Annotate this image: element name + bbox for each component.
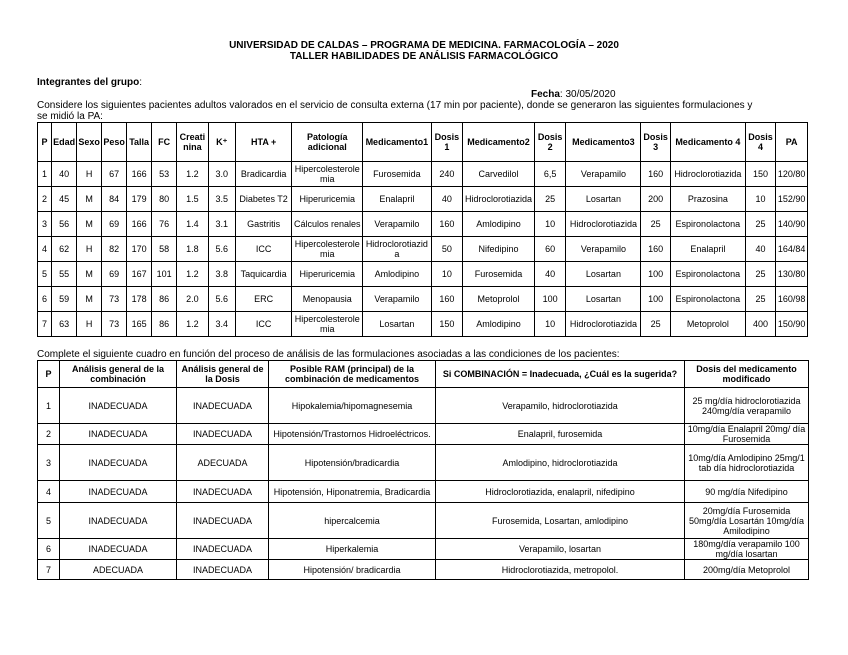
table-cell: ERC: [235, 287, 292, 312]
table-cell: Espironolactona: [670, 262, 745, 287]
table-cell: 140/90: [776, 212, 808, 237]
table-cell: 25: [745, 262, 775, 287]
table-cell: Amlodipino: [363, 262, 432, 287]
table-cell: Gastritis: [235, 212, 292, 237]
table-cell: Hipercolesterolemia: [292, 237, 363, 262]
table-cell: 3.4: [208, 312, 235, 337]
table-cell: 40: [431, 187, 463, 212]
table-cell: M: [77, 212, 102, 237]
table-cell: Verapamilo, hidroclorotiazida: [436, 388, 685, 424]
table-cell: 1.2: [177, 162, 209, 187]
table-cell: 100: [641, 287, 670, 312]
table-cell: 1.8: [177, 237, 209, 262]
table-cell: Bradicardia: [235, 162, 292, 187]
table-cell: Furosemida: [363, 162, 432, 187]
table-cell: Hipotensión/bradicardia: [269, 445, 436, 481]
table-cell: INADECUADA: [60, 388, 177, 424]
table-cell: 1.2: [177, 262, 209, 287]
table-cell: 63: [52, 312, 77, 337]
header-title: UNIVERSIDAD DE CALDAS – PROGRAMA DE MEDICINA. FARMACOLOGÍA – 2020: [229, 40, 619, 51]
table-cell: 69: [102, 262, 127, 287]
col-header: Medicamento3: [566, 123, 641, 162]
col-header: Análisis general de la Dosis: [177, 361, 269, 388]
table-cell: 45: [52, 187, 77, 212]
table-cell: 166: [127, 162, 152, 187]
table-cell: 150: [745, 162, 775, 187]
table-cell: 150/90: [776, 312, 808, 337]
table-cell: Hidroclorotiazida, enalapril, nifedipino: [436, 481, 685, 503]
table-cell: 73: [102, 287, 127, 312]
table-cell: Losartan: [566, 187, 641, 212]
analysis-row: [38, 388, 809, 424]
table-cell: Espironolactona: [670, 212, 745, 237]
col-header: Si COMBINACIÓN = Inadecuada, ¿Cuál es la sugerida?: [436, 361, 685, 388]
table-cell: 160: [641, 162, 670, 187]
table-cell: 60: [534, 237, 566, 262]
table-cell: 160: [431, 287, 463, 312]
table-cell: 67: [102, 162, 127, 187]
table-cell: 40: [534, 262, 566, 287]
table-cell: INADECUADA: [177, 539, 269, 560]
patient-row: [38, 212, 808, 237]
table-cell: 10: [534, 212, 566, 237]
table-cell: 2: [38, 424, 60, 445]
table-cell: 4: [38, 481, 60, 503]
table-cell: Enalapril: [363, 187, 432, 212]
table-cell: 400: [745, 312, 775, 337]
table-cell: 25: [641, 312, 670, 337]
table-cell: 40: [745, 237, 775, 262]
analysis-row: [38, 503, 809, 539]
complete-instruction: Complete el siguiente cuadro en función del proceso de análisis de las formulaciones asociadas a las condiciones de los pacientes:: [37, 349, 620, 360]
col-header: P: [38, 123, 52, 162]
table-cell: Hiperuricemia: [292, 262, 363, 287]
table-cell: 3.5: [208, 187, 235, 212]
table-cell: Taquicardia: [235, 262, 292, 287]
table-cell: INADECUADA: [177, 424, 269, 445]
table-cell: M: [77, 262, 102, 287]
table-cell: H: [77, 162, 102, 187]
table-cell: 100: [534, 287, 566, 312]
col-header: Talla: [127, 123, 152, 162]
table-cell: 2: [38, 187, 52, 212]
date-label: Fecha: [531, 89, 560, 100]
table-cell: Diabetes T2: [235, 187, 292, 212]
patients-header-row: [38, 123, 808, 162]
table-cell: 10: [431, 262, 463, 287]
table-cell: 25: [745, 212, 775, 237]
table-cell: 165: [127, 312, 152, 337]
date-value: : 30/05/2020: [559, 89, 616, 100]
table-cell: 152/90: [776, 187, 808, 212]
table-cell: Amlodipino, hidroclorotiazida: [436, 445, 685, 481]
table-cell: INADECUADA: [177, 388, 269, 424]
table-cell: 164/84: [776, 237, 808, 262]
table-cell: Hipotensión/ bradicardia: [269, 560, 436, 580]
table-cell: 55: [52, 262, 77, 287]
table-cell: Verapamilo, losartan: [436, 539, 685, 560]
table-cell: Enalapril, furosemida: [436, 424, 685, 445]
table-cell: Hidroclorotiazida: [363, 237, 432, 262]
table-cell: INADECUADA: [60, 481, 177, 503]
table-cell: 1.2: [177, 312, 209, 337]
table-cell: 5.6: [208, 287, 235, 312]
table-cell: 20mg/día Furosemida 50mg/día Losartán 10mg/día Amilodipino: [685, 503, 809, 539]
table-cell: 25: [534, 187, 566, 212]
table-cell: 53: [152, 162, 177, 187]
header-subtitle: TALLER HABILIDADES DE ANÁLISIS FARMACOLÓGICO: [289, 51, 559, 62]
patients-table: [37, 122, 808, 337]
table-cell: 50: [431, 237, 463, 262]
table-cell: 178: [127, 287, 152, 312]
table-cell: 7: [38, 560, 60, 580]
table-cell: Hipotensión/Trastornos Hidroeléctricos.: [269, 424, 436, 445]
table-cell: Enalapril: [670, 237, 745, 262]
table-cell: 10mg/día Amlodipino 25mg/1 tab día hidroclorotiazida: [685, 445, 809, 481]
table-cell: 3.1: [208, 212, 235, 237]
intro-line-1: Considere los siguientes pacientes adultos valorados en el servicio de consulta externa (17 min por paciente), donde se generaron las siguientes formulaciones y: [37, 100, 753, 111]
table-cell: 2.0: [177, 287, 209, 312]
analysis-row: [38, 445, 809, 481]
table-cell: Prazosina: [670, 187, 745, 212]
table-cell: Espironolactona: [670, 287, 745, 312]
table-cell: 6,5: [534, 162, 566, 187]
analysis-row: [38, 539, 809, 560]
table-cell: ICC: [235, 237, 292, 262]
table-cell: Losartan: [363, 312, 432, 337]
table-cell: 150: [431, 312, 463, 337]
table-cell: 1.5: [177, 187, 209, 212]
table-cell: 25: [745, 287, 775, 312]
group-colon: :: [139, 77, 143, 88]
col-header: Dosis del medicamento modificado: [685, 361, 809, 388]
table-cell: Menopausia: [292, 287, 363, 312]
patient-row: [38, 287, 808, 312]
col-header: K⁺: [208, 123, 235, 162]
col-header: Medicamento2: [463, 123, 535, 162]
table-cell: ADECUADA: [60, 560, 177, 580]
table-cell: Amlodipino: [463, 212, 535, 237]
table-cell: Verapamilo: [566, 237, 641, 262]
table-cell: 4: [38, 237, 52, 262]
table-cell: 100: [641, 262, 670, 287]
patient-row: [38, 312, 808, 337]
table-cell: Amlodipino: [463, 312, 535, 337]
table-cell: 58: [152, 237, 177, 262]
table-cell: H: [77, 237, 102, 262]
table-cell: INADECUADA: [177, 560, 269, 580]
table-cell: Hidroclorotiazida: [566, 312, 641, 337]
table-cell: Hiperuricemia: [292, 187, 363, 212]
table-cell: Hidroclorotiazida: [670, 162, 745, 187]
analysis-header-row: [38, 361, 809, 388]
table-cell: Metoprolol: [463, 287, 535, 312]
table-cell: Losartan: [566, 287, 641, 312]
table-cell: 6: [38, 287, 52, 312]
table-cell: H: [77, 312, 102, 337]
table-cell: 56: [52, 212, 77, 237]
table-cell: 160/98: [776, 287, 808, 312]
col-header: Sexo: [77, 123, 102, 162]
table-cell: 90 mg/día Nifedipino: [685, 481, 809, 503]
table-cell: Hipokalemia/hipomagnesemia: [269, 388, 436, 424]
table-cell: 25 mg/día hidroclorotiazida 240mg/día verapamilo: [685, 388, 809, 424]
table-cell: 200: [641, 187, 670, 212]
table-cell: ADECUADA: [177, 445, 269, 481]
table-cell: 240: [431, 162, 463, 187]
table-cell: 200mg/día Metoprolol: [685, 560, 809, 580]
col-header: Patología adicional: [292, 123, 363, 162]
table-cell: 179: [127, 187, 152, 212]
col-header: FC: [152, 123, 177, 162]
table-cell: INADECUADA: [177, 503, 269, 539]
table-cell: Cálculos renales: [292, 212, 363, 237]
table-cell: hipercalcemia: [269, 503, 436, 539]
table-cell: Furosemida, Losartan, amlodipino: [436, 503, 685, 539]
table-cell: 40: [52, 162, 77, 187]
table-cell: 5: [38, 503, 60, 539]
table-cell: Hiperkalemia: [269, 539, 436, 560]
table-cell: 1: [38, 388, 60, 424]
col-header: Dosis3: [641, 123, 670, 162]
analysis-row: [38, 481, 809, 503]
table-cell: 86: [152, 287, 177, 312]
table-cell: INADECUADA: [60, 445, 177, 481]
table-cell: M: [77, 187, 102, 212]
analysis-table: [37, 360, 809, 580]
col-header: Posible RAM (principal) de la combinación de medicamentos: [269, 361, 436, 388]
table-cell: 10mg/día Enalapril 20mg/ día Furosemida: [685, 424, 809, 445]
table-cell: Hidroclorotiazida: [566, 212, 641, 237]
table-cell: 130/80: [776, 262, 808, 287]
patient-row: [38, 237, 808, 262]
table-cell: Verapamilo: [363, 287, 432, 312]
table-cell: 10: [745, 187, 775, 212]
table-cell: Hipercolesterolemia: [292, 162, 363, 187]
table-cell: 3: [38, 445, 60, 481]
table-cell: 167: [127, 262, 152, 287]
analysis-row: [38, 424, 809, 445]
col-header: Peso: [102, 123, 127, 162]
table-cell: 25: [641, 212, 670, 237]
col-header: Dosis1: [431, 123, 463, 162]
table-cell: Furosemida: [463, 262, 535, 287]
table-cell: 3: [38, 212, 52, 237]
table-cell: Hidroclorotiazida, metropolol.: [436, 560, 685, 580]
table-cell: 5: [38, 262, 52, 287]
table-cell: 86: [152, 312, 177, 337]
table-cell: 101: [152, 262, 177, 287]
table-cell: 3.8: [208, 262, 235, 287]
patient-row: [38, 162, 808, 187]
group-label: Integrantes del grupo: [37, 77, 140, 88]
table-cell: Nifedipino: [463, 237, 535, 262]
table-cell: 10: [534, 312, 566, 337]
table-cell: 62: [52, 237, 77, 262]
table-cell: 7: [38, 312, 52, 337]
col-header: Medicamento1: [363, 123, 432, 162]
table-cell: INADECUADA: [60, 503, 177, 539]
col-header: Análisis general de la combinación: [60, 361, 177, 388]
date-line: [531, 89, 616, 100]
table-cell: 166: [127, 212, 152, 237]
table-cell: 73: [102, 312, 127, 337]
col-header: Medicamento 4: [670, 123, 745, 162]
table-cell: 82: [102, 237, 127, 262]
table-cell: Hipotensión, Hiponatremia, Bradicardia: [269, 481, 436, 503]
table-cell: 3.0: [208, 162, 235, 187]
table-cell: Metoprolol: [670, 312, 745, 337]
col-header: PA: [776, 123, 808, 162]
col-header: P: [38, 361, 60, 388]
table-cell: INADECUADA: [60, 424, 177, 445]
table-cell: 80: [152, 187, 177, 212]
table-cell: 84: [102, 187, 127, 212]
patient-row: [38, 262, 808, 287]
patient-row: [38, 187, 808, 212]
table-cell: 6: [38, 539, 60, 560]
col-header: Edad: [52, 123, 77, 162]
analysis-row: [38, 560, 809, 580]
col-header: Dosis2: [534, 123, 566, 162]
table-cell: Carvedilol: [463, 162, 535, 187]
col-header: Creatinina: [177, 123, 209, 162]
table-cell: 1.4: [177, 212, 209, 237]
table-cell: 160: [431, 212, 463, 237]
table-cell: INADECUADA: [177, 481, 269, 503]
table-cell: ICC: [235, 312, 292, 337]
intro-line-2: se midió la PA:: [37, 111, 103, 122]
table-cell: Verapamilo: [566, 162, 641, 187]
table-cell: 5.6: [208, 237, 235, 262]
table-cell: Verapamilo: [363, 212, 432, 237]
table-cell: Losartan: [566, 262, 641, 287]
table-cell: Hipercolesterolemia: [292, 312, 363, 337]
table-cell: INADECUADA: [60, 539, 177, 560]
table-cell: 160: [641, 237, 670, 262]
col-header: HTA +: [235, 123, 292, 162]
table-cell: M: [77, 287, 102, 312]
col-header: Dosis4: [745, 123, 775, 162]
table-cell: 59: [52, 287, 77, 312]
table-cell: Hidroclorotiazida: [463, 187, 535, 212]
group-label-line: [37, 77, 142, 88]
table-cell: 170: [127, 237, 152, 262]
table-cell: 180mg/día verapamilo 100 mg/día losartan: [685, 539, 809, 560]
table-cell: 69: [102, 212, 127, 237]
table-cell: 76: [152, 212, 177, 237]
table-cell: 120/80: [776, 162, 808, 187]
table-cell: 1: [38, 162, 52, 187]
